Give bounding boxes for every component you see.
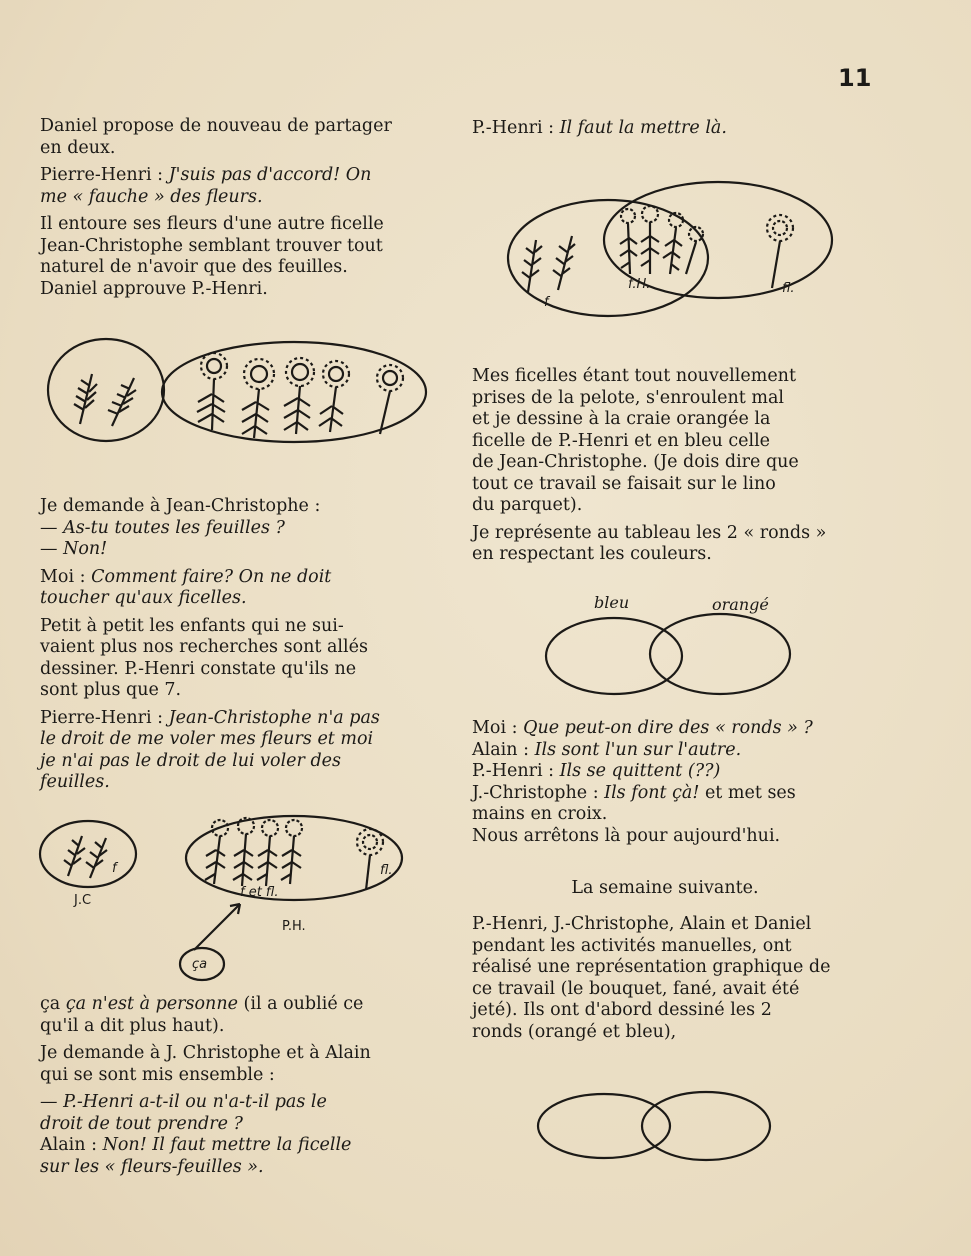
text-line: en deux. bbox=[40, 137, 116, 158]
text-line: sont plus que 7. bbox=[40, 680, 182, 700]
label-ph: P.H. bbox=[282, 919, 306, 934]
string-loop-jc bbox=[40, 821, 136, 887]
label-f-et-fl: f et fl. bbox=[240, 885, 279, 900]
speech: toucher qu'aux ficelles. bbox=[40, 588, 247, 608]
text-line: Je représente au tableau les 2 « ronds » bbox=[472, 522, 827, 543]
speaker: J.-Christophe : bbox=[472, 782, 599, 803]
text-line: vaient plus nos recherches sont allés bbox=[40, 637, 368, 657]
paragraph-mes-ficelles bbox=[472, 366, 858, 517]
text-line: Petit à petit les enfants qui ne sui- bbox=[40, 615, 344, 636]
question-p-henri bbox=[40, 1092, 432, 1135]
ring-bleu bbox=[546, 618, 682, 694]
dialogue-pierre-henri-1 bbox=[40, 165, 432, 208]
dialogue-alain-1 bbox=[40, 1135, 432, 1178]
speech: J'suis pas d'accord! On bbox=[168, 165, 372, 185]
text-line: P.-Henri, J.-Christophe, Alain et Daniel bbox=[472, 914, 812, 934]
text-line: dessiner. P.-Henri constate qu'ils ne bbox=[40, 658, 357, 679]
dialogue-p-henri-2 bbox=[472, 761, 858, 783]
label-f: f bbox=[544, 295, 549, 310]
text-line: ce travail (le bouquet, fané, avait été bbox=[472, 978, 800, 999]
speech: feuilles. bbox=[40, 772, 110, 792]
text: et met ses bbox=[704, 782, 796, 803]
speech: droit de tout prendre ? bbox=[40, 1113, 243, 1134]
speech: — As-tu toutes les feuilles ? bbox=[40, 517, 285, 538]
right-block-1 bbox=[472, 118, 858, 146]
text-line: de Jean-Christophe. (Je dois dire que bbox=[472, 452, 799, 472]
speech: Que peut-on dire des « ronds » ? bbox=[523, 718, 813, 738]
leaf-sprig-icon bbox=[522, 236, 575, 292]
section-heading bbox=[472, 878, 858, 906]
label-fh: f.H. bbox=[628, 277, 651, 292]
figure-leaves-flowers-split bbox=[40, 334, 432, 446]
page-number: 11 bbox=[838, 64, 872, 92]
text-line: Il entoure ses fleurs d'une autre ficelle bbox=[40, 214, 384, 234]
text-line: Daniel approuve P.-Henri. bbox=[40, 278, 268, 299]
paragraph-il-entoure bbox=[40, 214, 432, 300]
text-line: naturel de n'avoir que des feuilles. bbox=[40, 257, 348, 277]
speaker: Pierre-Henri : bbox=[40, 165, 164, 185]
speaker: Moi : bbox=[40, 566, 86, 587]
figure-overlapping-sets-flowers bbox=[500, 178, 840, 320]
paragraph-je-represente bbox=[472, 523, 858, 566]
speech: Ils sont l'un sur l'autre. bbox=[534, 739, 742, 760]
speech: Ils font çà! bbox=[604, 782, 700, 803]
dialogue-pierre-henri-2 bbox=[40, 708, 432, 794]
ring-orange bbox=[538, 1094, 670, 1158]
paragraph-daniel-propose bbox=[40, 116, 432, 159]
figure-jc-ph-sets bbox=[34, 810, 432, 986]
speech: — P.-Henri a-t-il ou n'a-t-il pas le bbox=[40, 1092, 327, 1112]
speaker: P.-Henri : bbox=[472, 761, 555, 781]
label-f: f bbox=[112, 861, 117, 876]
speech: Comment faire? On ne doit bbox=[91, 566, 332, 587]
text-line: Je demande à J. Christophe et à Alain bbox=[40, 1043, 371, 1063]
speech: — Non! bbox=[40, 539, 108, 559]
ring-orange bbox=[650, 614, 790, 694]
label-fl: fl. bbox=[782, 281, 795, 296]
text-line: du parquet). bbox=[472, 495, 583, 515]
label-bleu: bleu bbox=[594, 593, 630, 612]
right-block-2 bbox=[472, 366, 858, 572]
leaf-sprig-icon bbox=[108, 378, 136, 426]
flower-icon bbox=[357, 829, 383, 890]
paragraph-je-demande bbox=[40, 1043, 432, 1086]
text: (il a oublié ce bbox=[243, 994, 364, 1014]
dialogue-moi-1 bbox=[40, 567, 432, 610]
flower-icon bbox=[284, 358, 314, 434]
string-loop-jc bbox=[508, 200, 708, 316]
leaf-sprig-icon bbox=[64, 836, 107, 878]
dialogue-alain-2 bbox=[472, 740, 858, 762]
question bbox=[40, 518, 432, 540]
label-orange: orangé bbox=[712, 595, 769, 614]
right-block-4 bbox=[472, 914, 858, 1049]
flower-icon bbox=[377, 365, 403, 434]
paragraph-p-henri-j-christophe bbox=[472, 914, 858, 1043]
left-block-2 bbox=[40, 496, 432, 800]
label-jc: J.C bbox=[74, 893, 92, 908]
text-line: Daniel propose de nouveau de partager bbox=[40, 116, 392, 136]
paragraph-ca-nest-a-personne bbox=[40, 994, 432, 1037]
flower-icon bbox=[197, 353, 227, 430]
speech: Non! Il faut mettre la ficelle bbox=[102, 1135, 352, 1155]
flower-icon bbox=[319, 361, 349, 432]
speaker: Moi : bbox=[472, 718, 518, 738]
speech: je n'ai pas le droit de lui voler des bbox=[40, 750, 342, 771]
speech: Ils se quittent (??) bbox=[559, 761, 721, 781]
flower-icon bbox=[242, 359, 274, 438]
speaker: Alain : bbox=[472, 739, 529, 760]
text-line: Je demande à Jean-Christophe : bbox=[40, 496, 321, 516]
speech: sur les « fleurs-feuilles ». bbox=[40, 1156, 264, 1177]
paragraph-petit-a-petit bbox=[40, 616, 432, 702]
left-block-3 bbox=[40, 994, 432, 1184]
text-line: pendant les activités manuelles, ont bbox=[472, 935, 792, 956]
dialogue-j-christophe bbox=[472, 783, 858, 826]
text-line: mains en croix. bbox=[472, 804, 608, 824]
text-line: tout ce travail se faisait sur le lino bbox=[472, 473, 776, 494]
string-loop-flowers bbox=[162, 342, 426, 442]
text-line: qu'il a dit plus haut). bbox=[40, 1015, 225, 1036]
speaker: P.-Henri : bbox=[472, 118, 555, 138]
figure-two-rings-final bbox=[532, 1086, 778, 1168]
arrow-line bbox=[194, 904, 240, 950]
ring-bleu bbox=[642, 1092, 770, 1160]
dialogue-moi-2 bbox=[472, 718, 858, 740]
text-line: prises de la pelote, s'enroulent mal bbox=[472, 387, 785, 408]
text: ça bbox=[40, 994, 61, 1014]
right-block-3 bbox=[472, 718, 858, 853]
leaf-sprig-icon bbox=[74, 374, 97, 424]
speech: Jean-Christophe n'a pas bbox=[168, 707, 380, 728]
speaker: Alain : bbox=[40, 1135, 97, 1155]
label-ca: ça bbox=[192, 957, 208, 972]
text-line: Jean-Christophe semblant trouver tout bbox=[40, 235, 383, 256]
dialogue-p-henri-1 bbox=[472, 118, 858, 140]
text-line: Nous arrêtons là pour aujourd'hui. bbox=[472, 825, 781, 846]
label-fl: fl. bbox=[380, 863, 393, 878]
text-line: qui se sont mis ensemble : bbox=[40, 1064, 275, 1085]
text-line: ronds (orangé et bleu), bbox=[472, 1021, 677, 1042]
answer bbox=[40, 539, 432, 561]
text-line: Mes ficelles étant tout nouvellement bbox=[472, 366, 796, 386]
text-line: en respectant les couleurs. bbox=[472, 544, 712, 564]
string-loop-leaves bbox=[48, 339, 164, 441]
speech: Il faut la mettre là. bbox=[559, 118, 727, 138]
text-line: et je dessine à la craie orangée la bbox=[472, 409, 771, 429]
flower-bouquet-icon bbox=[620, 206, 703, 274]
speech: me « fauche » des fleurs. bbox=[40, 186, 263, 207]
text-line: réalisé une représentation graphique de bbox=[472, 957, 831, 977]
flower-icon bbox=[767, 215, 793, 288]
text-line: ficelle de P.-Henri et en bleu celle bbox=[472, 430, 771, 451]
la-semaine-suivante: La semaine suivante. bbox=[571, 878, 759, 898]
speaker: Pierre-Henri : bbox=[40, 707, 164, 728]
figure-two-rings-colors bbox=[540, 590, 800, 698]
speech: le droit de me voler mes fleurs et moi bbox=[40, 729, 374, 749]
text-line: jeté). Ils ont d'abord dessiné les 2 bbox=[472, 1000, 772, 1020]
speech: ça n'est à personne bbox=[65, 994, 238, 1014]
left-block-1 bbox=[40, 116, 432, 306]
